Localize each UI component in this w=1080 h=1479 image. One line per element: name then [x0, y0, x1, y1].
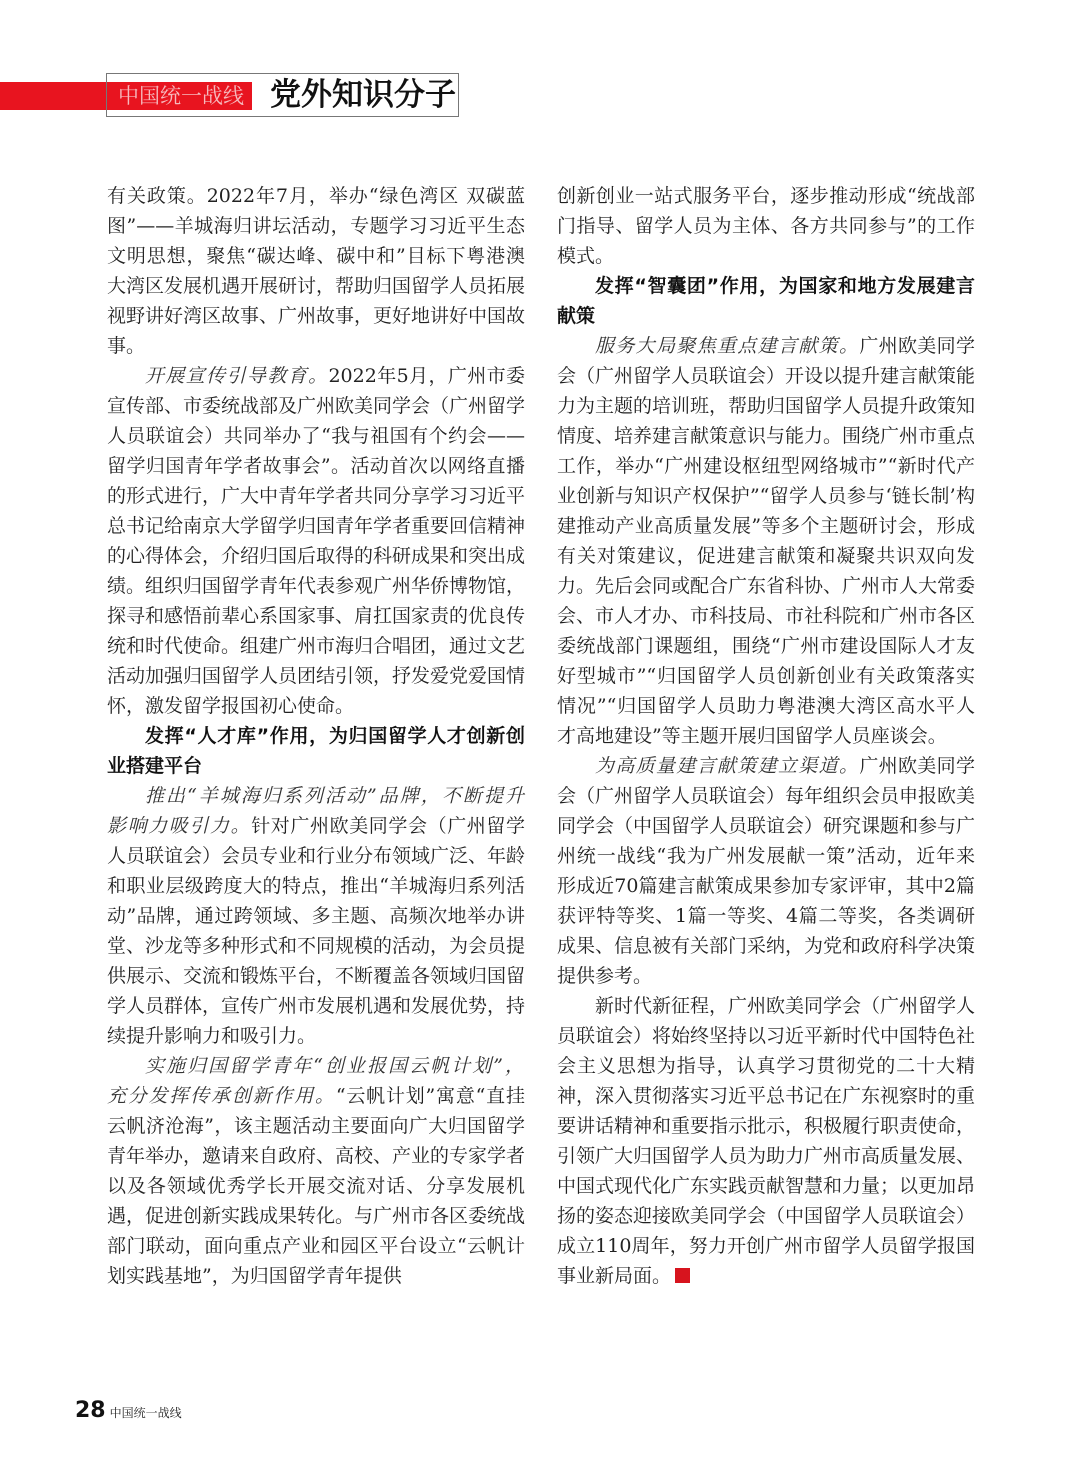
paragraph-lead: 为高质量建言献策建立渠道。 — [595, 755, 860, 777]
paragraph-body: 新时代新征程，广州欧美同学会（广州留学人员联谊会）将始终坚持以习近平新时代中国特色社会主义思想为指导，认真学习贯彻党的二十大精神，深入贯彻落实习近平总书记在广东视察时的重要讲话精神和重要指示批示，积极履行职责使命，引领广大归国留学人员为助力广州市高质量发展、中国式现代化广东实践贡献智慧和力量；以更加昂扬的姿态迎接欧美同学会（中国留学人员联谊会）成立110周年，努力开创广州市留学人员留学报国事业新局面。 — [557, 995, 976, 1287]
paragraph — [107, 361, 525, 721]
paragraph-body: 2022年5月，广州市委宣传部、市委统战部及广州欧美同学会（广州留学人员联谊会）共同举办了“我与祖国有个约会——留学归国青年学者故事会”。活动首次以网络直播的形式进行，广大中青年学者共同分享学习习近平总书记给南京大学留学归国青年学者重要回信精神的心得体会，介绍归国后取得的科研成果和突出成绩。组织归国留学青年代表参观广州华侨博物馆，探寻和感悟前辈心系国家事、肩扛国家责的优良传统和时代使命。组建广州市海归合唱团，通过文艺活动加强归国留学人员团结引领，抒发爱党爱国情怀，激发留学报国初心使命。 — [107, 365, 526, 717]
subheading: 发挥“人才库”作用，为归国留学人才创新创业搭建平台 — [107, 725, 525, 777]
paragraph — [557, 331, 975, 751]
paragraph — [557, 751, 975, 991]
paragraph-lead: 开展宣传引导教育。 — [145, 365, 329, 387]
magazine-name: 中国统一战线 — [109, 1406, 182, 1420]
paragraph-lead: 服务大局聚焦重点建言献策。 — [595, 335, 860, 357]
paragraph: 创新创业一站式服务平台，逐步推动形成“统战部门指导、留学人员为主体、各方共同参与”的工作模式。 — [557, 185, 975, 267]
paragraph-body: 广州欧美同学会（广州留学人员联谊会）每年组织会员申报欧美同学会（中国留学人员联谊会）研究课题和参与广州统一战线“我为广州发展献一策”活动，近年来形成近70篇建言献策成果参加专家评审，其中2篇获评特等奖、1篇一等奖、4篇二等奖，各类调研成果、信息被有关部门采纳，为党和政府科学决策提供参考。 — [557, 755, 976, 987]
paragraph — [557, 991, 975, 1291]
magazine-category: 中国统一战线 — [118, 84, 244, 108]
paragraph-lead: 实施归国留学青年“创业报国云帆计划”，充分发挥传承创新作用。 — [107, 1055, 525, 1107]
paragraph — [107, 1051, 525, 1291]
paragraph-body: 广州欧美同学会（广州留学人员联谊会）开设以提升建言献策能力为主题的培训班，帮助归国留学人员提升政策知情度、培养建言献策意识与能力。围绕广州市重点工作，举办“广州建设枢纽型网络城市”“新时代产业创新与知识产权保护”“留学人员参与‘链长制’构建推动产业高质量发展”等多个主题研讨会，形成有关对策建议，促进建言献策和凝聚共识双向发力。先后会同或配合广东省科协、广州市人大常委会、市人才办、市科技局、市社科院和广州市各区委统战部门课题组，围绕“广州市建设国际人才友好型城市”“归国留学人员创新创业有关政策落实情况”“归国留学人员助力粤港澳大湾区高水平人才高地建设”等主题开展归国留学人员座谈会。 — [557, 335, 976, 747]
paragraph-body: 针对广州欧美同学会（广州留学人员联谊会）会员专业和行业分布领域广泛、年龄和职业层级跨度大的特点，推出“羊城海归系列活动”品牌，通过跨领域、多主题、高频次地举办讲堂、沙龙等多种形式和不同规模的活动，为会员提供展示、交流和锻炼平台，不断覆盖各领域归国留学人员群体，宣传广州市发展机遇和发展优势，持续提升影响力和吸引力。 — [107, 815, 526, 1047]
paragraph — [107, 781, 525, 1051]
paragraph: 有关政策。2022年7月，举办“绿色湾区 双碳蓝图”——羊城海归讲坛活动，专题学习习近平生态文明思想，聚焦“碳达峰、碳中和”目标下粤港澳大湾区发展机遇开展研讨，帮助归国留学人员拓展视野讲好湾区故事、广州故事，更好地讲好中国故事。 — [107, 185, 526, 357]
end-mark-icon — [675, 1268, 690, 1283]
page-number: 28 — [75, 1398, 106, 1423]
right-column — [557, 181, 975, 1291]
page-footer — [75, 1398, 182, 1423]
paragraph-lead: 推出“羊城海归系列活动”品牌，不断提升影响力吸引力。 — [107, 785, 525, 837]
left-column — [107, 181, 525, 1291]
subheading: 发挥“智囊团”作用，为国家和地方发展建言献策 — [557, 275, 975, 327]
paragraph-body: “云帆计划”寓意“直挂云帆济沧海”，该主题活动主要面向广大归国留学青年举办，邀请来自政府、高校、产业的专家学者以及各领域优秀学长开展交流对话、分享发展机遇，促进创新实践成果转化。与广州市各区委统战部门联动，面向重点产业和园区平台设立“云帆计划实践基地”，为归国留学青年提供 — [107, 1085, 526, 1287]
section-title: 党外知识分子 — [270, 77, 456, 113]
